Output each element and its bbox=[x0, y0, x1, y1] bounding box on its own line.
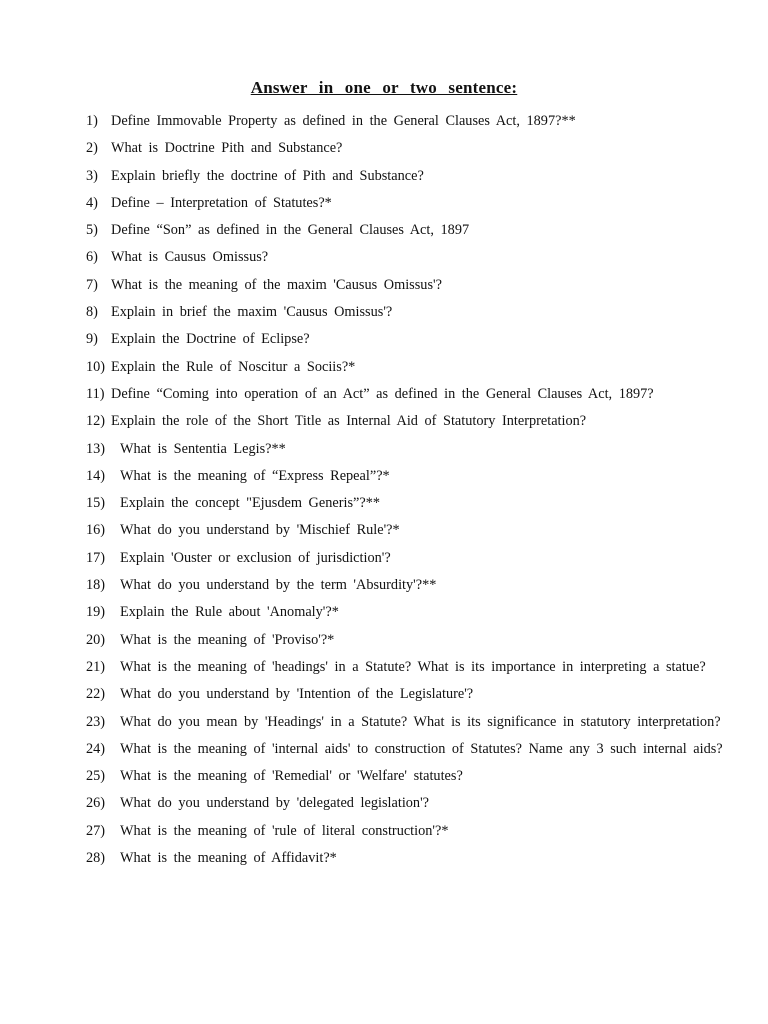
question-text: What is the meaning of Affidavit?* bbox=[120, 850, 337, 867]
question-number: 26) bbox=[86, 795, 106, 812]
question-text: Explain the Doctrine of Eclipse? bbox=[111, 331, 310, 348]
question-text: What is the meaning of 'headings' in a Statute? What is its importance in interpreting a statue? bbox=[120, 658, 706, 675]
question-number: 14) bbox=[86, 467, 106, 484]
question-text: What do you mean by 'Headings' in a Statute? What is its significance in statutory interpretation? bbox=[120, 713, 721, 730]
list-item bbox=[86, 818, 734, 845]
list-item bbox=[86, 627, 734, 654]
list-item bbox=[86, 381, 734, 408]
question-number: 6) bbox=[86, 249, 98, 266]
list-item bbox=[86, 436, 734, 463]
question-number: 17) bbox=[86, 549, 106, 566]
question-text: What is the meaning of 'rule of literal construction'?* bbox=[120, 822, 449, 839]
question-text: What do you understand by 'delegated legislation'? bbox=[120, 795, 430, 812]
question-number: 1) bbox=[86, 113, 98, 129]
question-text: What is Doctrine Pith and Substance? bbox=[111, 140, 343, 157]
question-text: Explain the role of the Short Title as Internal Aid of Statutory Interpretation? bbox=[111, 413, 587, 430]
question-number: 11) bbox=[86, 385, 105, 402]
list-item bbox=[86, 654, 734, 681]
list-item bbox=[86, 490, 734, 517]
page-title: Answer in one or two sentence: bbox=[250, 78, 518, 97]
question-number: 20) bbox=[86, 631, 106, 648]
list-item bbox=[86, 272, 734, 299]
question-text: What do you understand by 'Mischief Rule'?* bbox=[120, 522, 400, 539]
question-number: 16) bbox=[86, 522, 106, 539]
question-text: What is the meaning of the maxim 'Causus Omissus'? bbox=[111, 276, 442, 293]
list-item bbox=[86, 108, 734, 135]
question-text: What is Causus Omissus? bbox=[111, 249, 269, 266]
question-number: 10) bbox=[86, 358, 106, 375]
list-item bbox=[86, 681, 734, 708]
question-text: Explain the Rule about 'Anomaly'?* bbox=[120, 604, 339, 621]
question-text: What do you understand by the term 'Absurdity'?** bbox=[120, 577, 437, 594]
question-number: 12) bbox=[86, 413, 106, 430]
question-number: 4) bbox=[86, 194, 98, 211]
question-number: 9) bbox=[86, 331, 98, 348]
question-text: What do you understand by 'Intention of the Legislature'? bbox=[120, 686, 474, 703]
question-text: Explain 'Ouster or exclusion of jurisdiction'? bbox=[120, 549, 391, 566]
list-item bbox=[86, 790, 734, 817]
question-text: Define “Son” as defined in the General Clauses Act, 1897 bbox=[111, 222, 470, 239]
question-list bbox=[86, 108, 734, 872]
list-item bbox=[86, 408, 734, 435]
question-number: 22) bbox=[86, 686, 106, 703]
question-text: Explain briefly the doctrine of Pith and Substance? bbox=[111, 167, 424, 184]
question-number: 24) bbox=[86, 740, 106, 757]
question-number: 23) bbox=[86, 713, 106, 730]
list-item bbox=[86, 244, 734, 271]
list-item bbox=[86, 163, 734, 190]
question-number: 8) bbox=[86, 304, 98, 321]
question-number: 13) bbox=[86, 440, 106, 457]
question-text: Define – Interpretation of Statutes?* bbox=[111, 194, 332, 211]
list-item bbox=[86, 135, 734, 162]
question-number: 7) bbox=[86, 276, 98, 293]
question-text: Explain the Rule of Noscitur a Sociis?* bbox=[111, 358, 356, 375]
list-item bbox=[86, 463, 734, 490]
question-text: What is the meaning of 'Proviso'?* bbox=[120, 631, 335, 648]
question-text: Define “Coming into operation of an Act” as defined in the General Clauses Act, 1897? bbox=[111, 385, 654, 402]
question-number: 21) bbox=[86, 658, 106, 675]
question-text: Explain in brief the maxim 'Causus Omissus'? bbox=[111, 304, 393, 321]
list-item bbox=[86, 763, 734, 790]
question-number: 25) bbox=[86, 768, 106, 785]
list-item bbox=[86, 217, 734, 244]
question-text: What is Sententia Legis?** bbox=[120, 440, 286, 457]
question-number: 19) bbox=[86, 604, 106, 621]
question-number: 2) bbox=[86, 140, 98, 157]
list-item bbox=[86, 190, 734, 217]
list-item bbox=[86, 845, 734, 872]
question-number: 15) bbox=[86, 495, 106, 512]
question-text: Define Immovable Property as defined in the General Clauses Act, 1897?** bbox=[111, 113, 576, 129]
list-item bbox=[86, 709, 734, 736]
list-item bbox=[86, 299, 734, 326]
question-text: What is the meaning of “Express Repeal”?* bbox=[120, 467, 390, 484]
list-item bbox=[86, 572, 734, 599]
question-number: 3) bbox=[86, 167, 98, 184]
question-number: 5) bbox=[86, 222, 98, 239]
question-text: Explain the concept "Ejusdem Generis”?** bbox=[120, 495, 381, 512]
question-number: 28) bbox=[86, 850, 106, 867]
question-number: 27) bbox=[86, 822, 106, 839]
list-item bbox=[86, 517, 734, 544]
list-item bbox=[86, 354, 734, 381]
list-item bbox=[86, 545, 734, 572]
question-number: 18) bbox=[86, 577, 106, 594]
list-item bbox=[86, 326, 734, 353]
list-item bbox=[86, 599, 734, 626]
list-item bbox=[86, 736, 734, 763]
question-text: What is the meaning of 'internal aids' to construction of Statutes? Name any 3 such internal aids? bbox=[120, 740, 723, 757]
question-text: What is the meaning of 'Remedial' or 'Welfare' statutes? bbox=[120, 768, 463, 785]
